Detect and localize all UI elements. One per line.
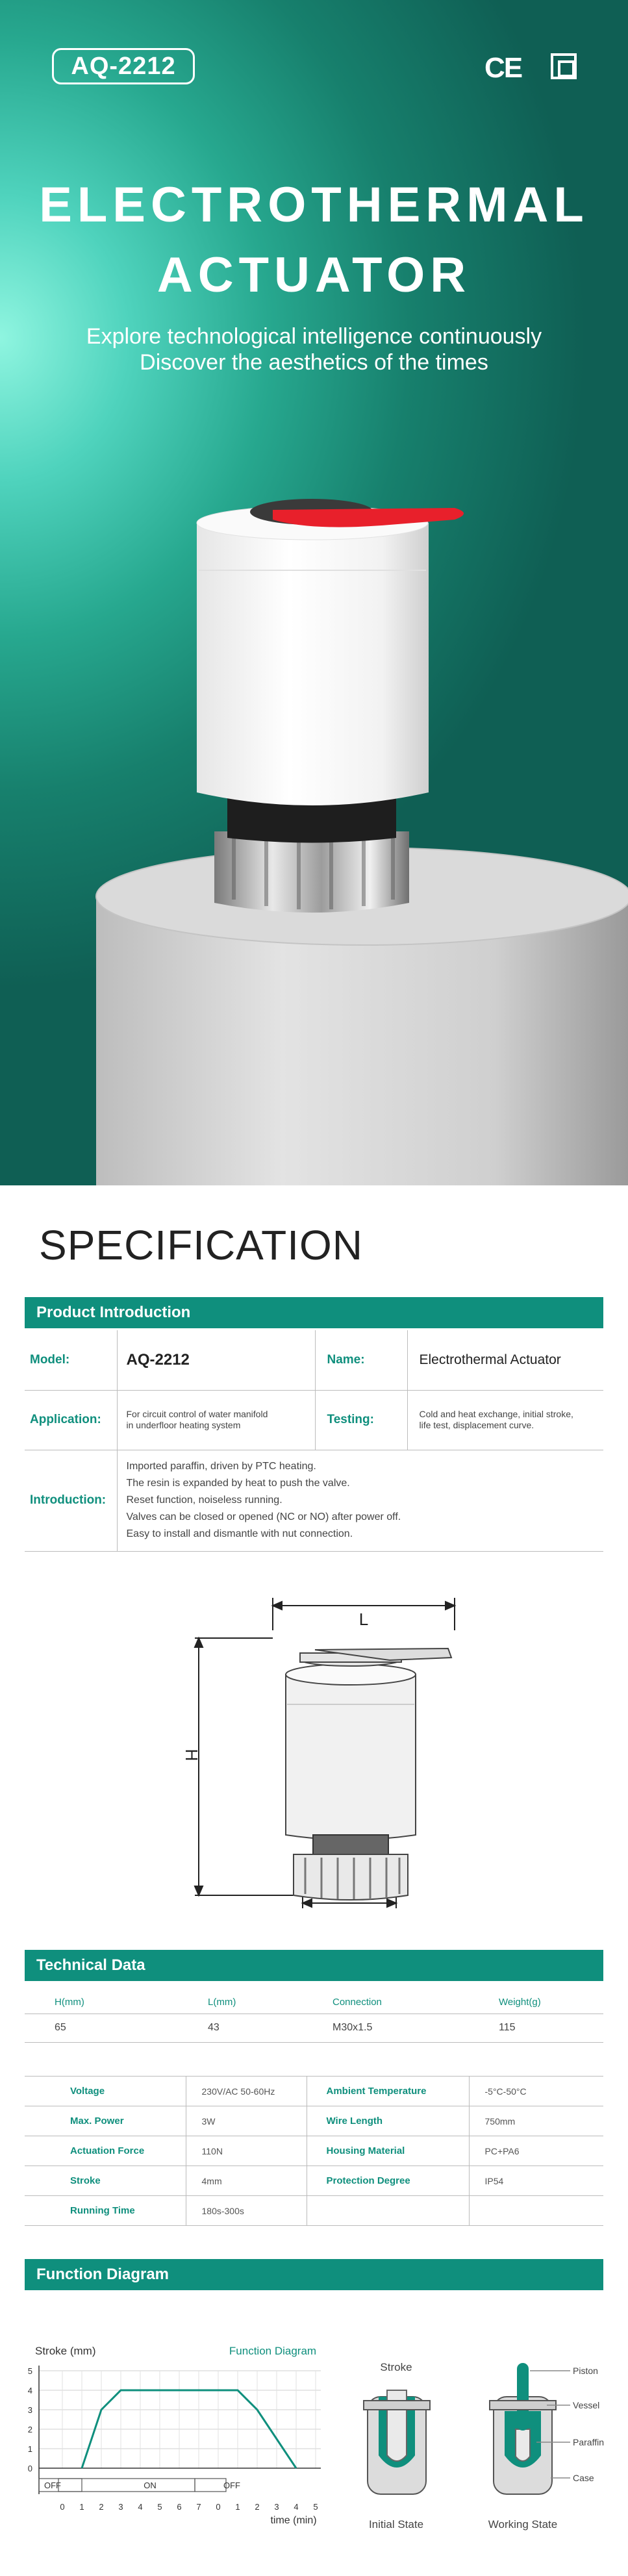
param-value [469,2196,603,2226]
product-intro-table [25,1330,603,1552]
chart-x-tick-label: 4 [294,2502,299,2512]
manual-lever [273,508,464,527]
chart-x-tick-label: 1 [235,2502,240,2512]
application-line1: For circuit control of water manifold [126,1409,268,1419]
param-label: Wire Length [307,2106,469,2136]
tech-value-weight: 115 [469,2014,603,2042]
chart-x-tick-label: 5 [157,2502,162,2512]
param-label: Ambient Temperature [307,2077,469,2106]
chart-title: Function Diagram [229,2345,317,2357]
param-value: 180s-300s [186,2196,307,2226]
part-label-case: Case [573,2473,594,2483]
part-label-vessel: Vessel [573,2400,600,2410]
chart-x-label: time (min) [270,2515,317,2526]
name-label: Name: [315,1330,407,1390]
tech-col-l: L(mm) [178,1991,303,2014]
chart-x-tick-label: 0 [216,2502,221,2512]
actuator-nut [214,831,409,913]
product-photo [0,0,628,1185]
introduction-label: Introduction: [25,1450,117,1551]
param-label: Running Time [25,2196,186,2226]
spec-title: SPECIFICATION [39,1222,363,1269]
chart-x-tick-label: 5 [313,2502,318,2512]
param-label: Protection Degree [307,2166,469,2196]
chart-state-label: OFF [44,2481,61,2490]
dim-label-h: H [182,1749,201,1762]
testing-label: Testing: [315,1390,407,1450]
param-value: PC+PA6 [469,2136,603,2166]
chart-state-box [195,2479,226,2492]
hero-title-line2: ACTUATOR [157,247,471,303]
ce-mark-icon: CE [484,52,522,84]
param-label [307,2196,469,2226]
chart-y-tick-label: 1 [27,2444,32,2454]
actuator-outline [286,1648,451,1900]
testing-value [407,1390,603,1450]
hero-title-line1: ELECTROTHERMAL [39,177,589,233]
product-intro-header: Product Introduction [25,1297,603,1328]
param-value: -5°C-50°C [469,2077,603,2106]
actuator-body [197,523,429,805]
intro-line: Imported paraffin, driven by PTC heating. [126,1461,316,1472]
tech-col-connection: Connection [303,1991,469,2014]
chart-x-tick-label: 3 [274,2502,279,2512]
testing-line1: Cold and heat exchange, initial stroke, [419,1409,573,1419]
chart-x-tick-label: 2 [99,2502,104,2512]
chart-y-tick-label: 4 [27,2386,32,2395]
introduction-value [117,1450,603,1551]
param-value: 230V/AC 50-60Hz [186,2077,307,2106]
stroke-chart [28,2345,321,2526]
intro-line: Reset function, noiseless running. [126,1495,283,1506]
param-value: 750mm [469,2106,603,2136]
stroke-label: Stroke [380,2361,412,2373]
param-label: Housing Material [307,2136,469,2166]
part-label-paraffin: Paraffin [573,2437,604,2447]
param-value: 3W [186,2106,307,2136]
dimension-drawing [0,1585,628,1923]
function-diagram-header: Function Diagram [25,2259,603,2290]
param-label: Voltage [25,2077,186,2106]
chart-y-tick-label: 5 [27,2366,32,2376]
initial-state-illustration [364,2361,430,2531]
technical-data-table [25,1991,603,2043]
chart-y-label: Stroke (mm) [35,2345,96,2357]
param-value: IP54 [469,2166,603,2196]
application-line2: in underfloor heating system [126,1420,241,1430]
chart-x-tick-label: 6 [177,2502,182,2512]
hero-banner [0,0,628,1185]
param-value: 4mm [186,2166,307,2196]
tech-value-l: 43 [178,2014,303,2042]
application-label: Application: [25,1390,117,1450]
testing-line2: life test, displacement curve. [419,1420,534,1430]
chart-y-tick-label: 2 [27,2425,32,2434]
model-badge: AQ-2212 [52,48,195,84]
chart-state-box [58,2479,195,2492]
working-state-illustration [488,2363,604,2531]
application-value [117,1390,315,1450]
tech-col-weight: Weight(g) [469,1991,603,2014]
tech-value-h: 65 [25,2014,178,2042]
chart-y-tick-label: 3 [27,2405,32,2415]
param-value: 110N [186,2136,307,2166]
intro-line: The resin is expanded by heat to push the valve. [126,1478,350,1489]
initial-state-label: Initial State [368,2518,424,2531]
chart-y-tick-label: 0 [27,2464,32,2473]
tech-col-h: H(mm) [25,1991,178,2014]
model-value: AQ-2212 [117,1330,315,1390]
parameters-table [25,2076,603,2226]
chart-x-tick-label: 1 [79,2502,84,2512]
dim-label-l: L [358,1610,369,1629]
chart-x-tick-label: 7 [196,2502,201,2512]
param-label: Stroke [25,2166,186,2196]
chart-x-tick-label: 0 [60,2502,65,2512]
function-diagram [0,2293,628,2576]
hero-subtitle-line2: Discover the aesthetics of the times [140,350,488,375]
part-label-piston: Piston [573,2366,598,2376]
intro-line: Easy to install and dismantle with nut connection. [126,1528,353,1539]
model-label: Model: [25,1330,117,1390]
param-label: Actuation Force [25,2136,186,2166]
tech-value-connection: M30x1.5 [303,2014,469,2042]
hero-subtitle-line1: Explore technological intelligence continuously [86,324,542,349]
chart-x-tick-label: 4 [138,2502,143,2512]
chart-x-tick-label: 2 [255,2502,260,2512]
chart-state-label: ON [144,2481,157,2490]
param-label: Max. Power [25,2106,186,2136]
chart-state-label: OFF [223,2481,240,2490]
name-value: Electrothermal Actuator [407,1330,603,1390]
technical-data-header: Technical Data [25,1950,603,1981]
intro-line: Valves can be closed or opened (NC or NO) after power off. [126,1511,401,1522]
chart-x-tick-label: 3 [118,2502,123,2512]
working-state-label: Working State [488,2518,558,2531]
